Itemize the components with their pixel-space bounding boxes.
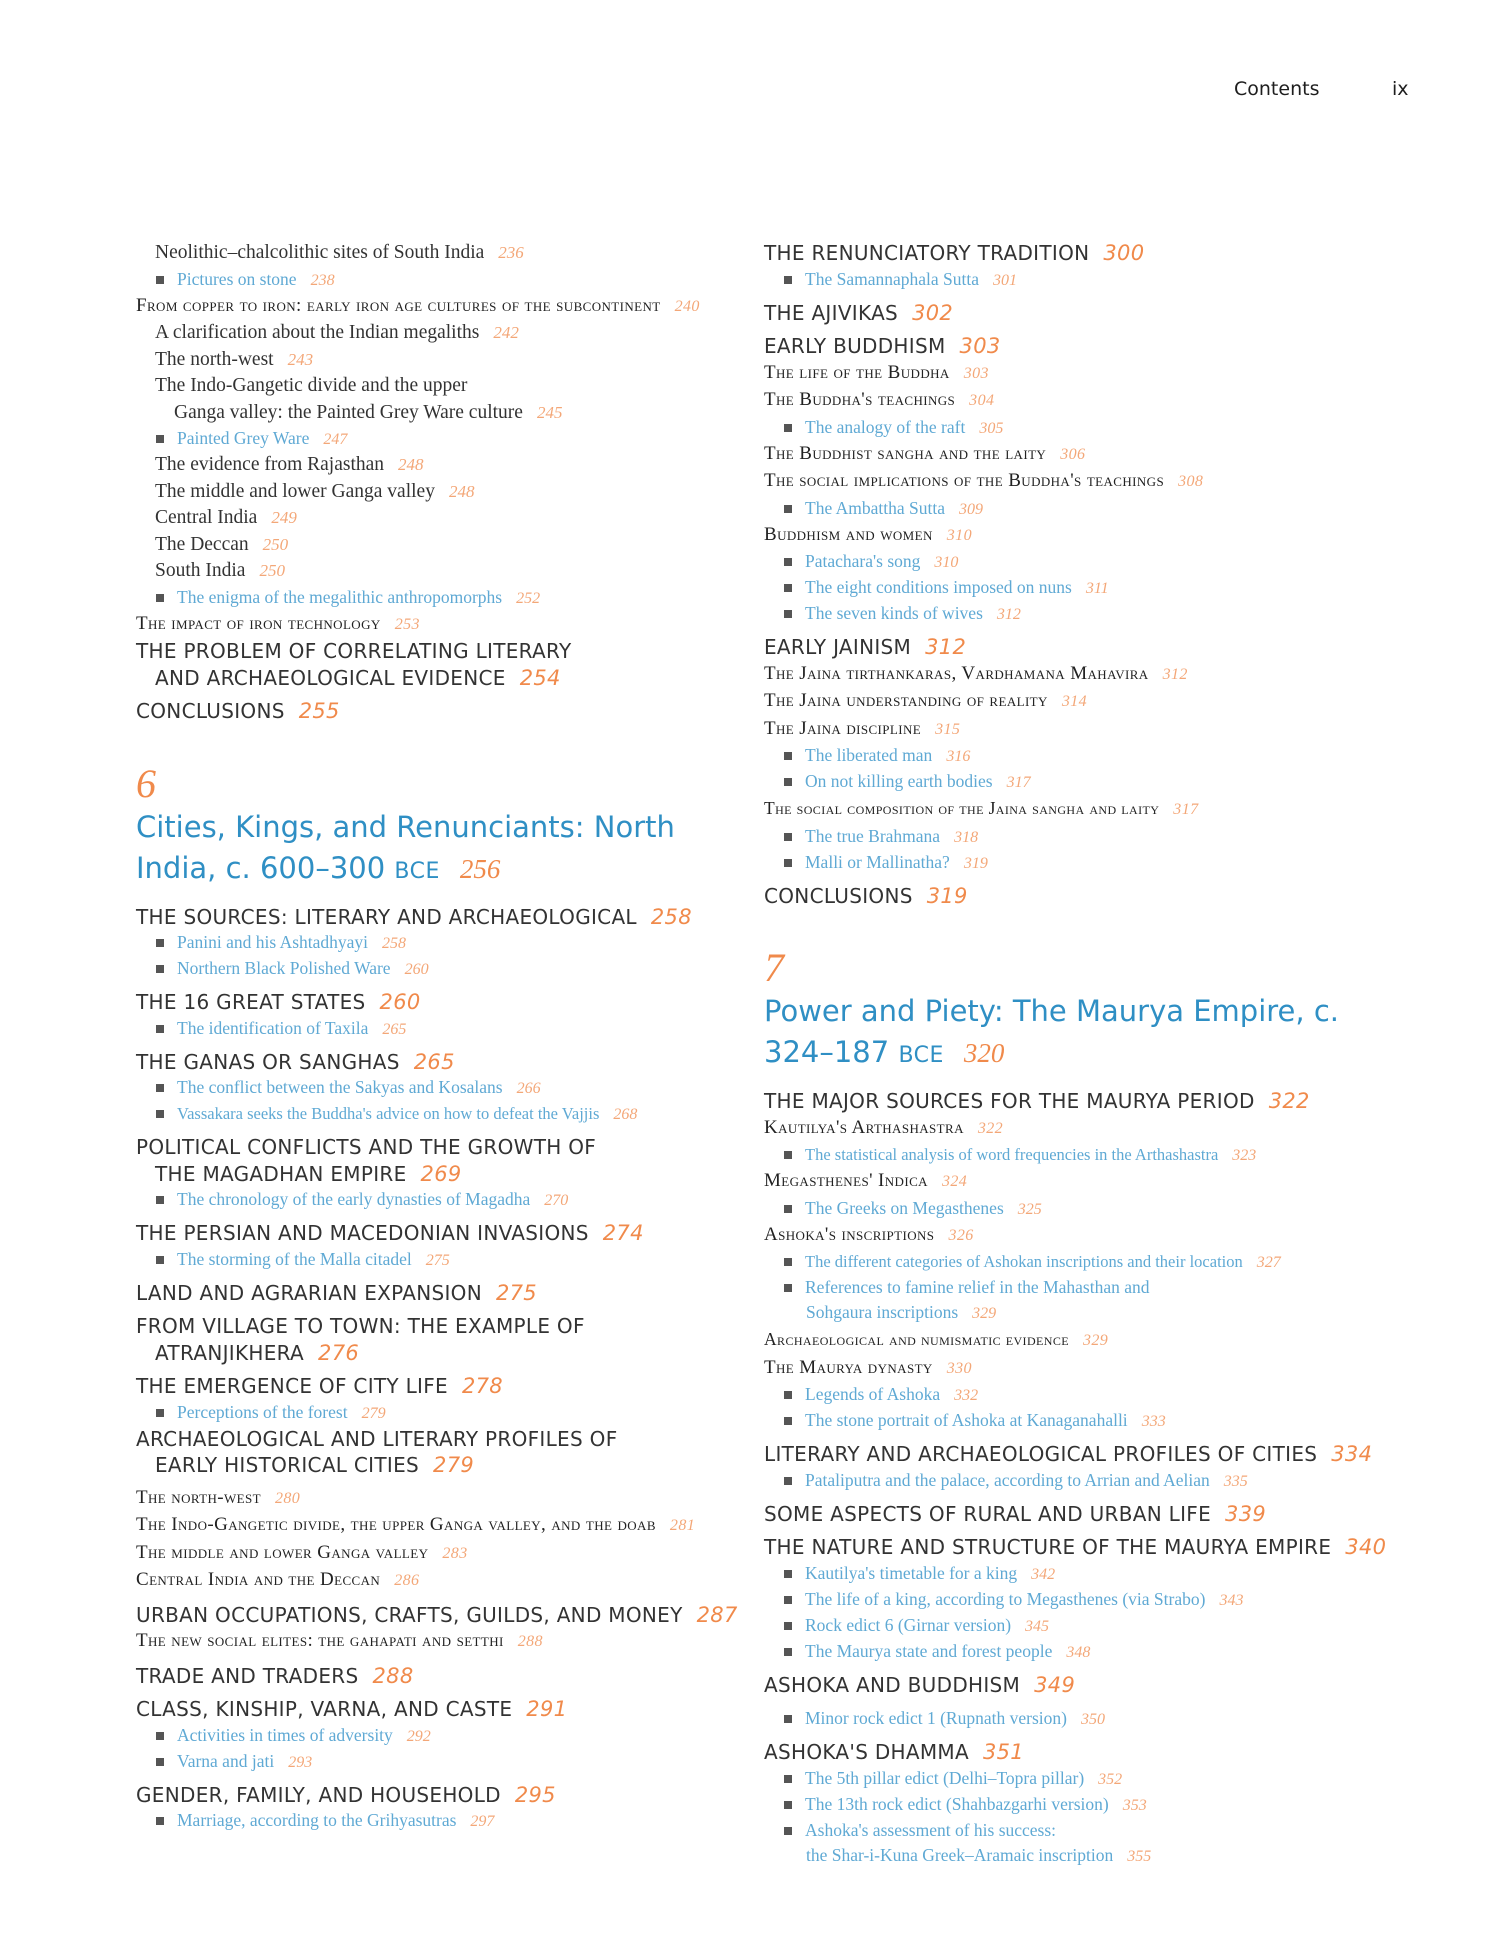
toc-box-entry[interactable]: Perceptions of the forest 279: [136, 1400, 766, 1426]
toc-major-heading[interactable]: CONCLUSIONS 319: [764, 883, 968, 908]
bullet-square-icon: [156, 1196, 164, 1204]
toc-major-heading[interactable]: LAND AND AGRARIAN EXPANSION 275: [136, 1280, 537, 1305]
toc-major-heading[interactable]: CLASS, KINSHIP, VARNA, AND CASTE 291: [136, 1697, 568, 1721]
toc-major-heading[interactable]: THE PROBLEM OF CORRELATING LITERARY: [136, 639, 572, 663]
toc-major-heading[interactable]: URBAN OCCUPATIONS, CRAFTS, GUILDS, AND MONEY 287: [136, 1602, 738, 1627]
toc-box-entry[interactable]: Northern Black Polished Ware 260: [136, 956, 766, 982]
bullet-square-icon: [156, 1110, 164, 1118]
toc-section-entry[interactable]: Kautilya's Arthashastra 322: [764, 1116, 1004, 1138]
toc-major-heading[interactable]: GENDER, FAMILY, AND HOUSEHOLD 295: [136, 1782, 556, 1807]
bullet-square-icon: [784, 1570, 792, 1578]
toc-section-entry[interactable]: Ashoka's inscriptions 326: [764, 1223, 974, 1245]
bullet-square-icon: [156, 1256, 164, 1264]
toc-section-entry[interactable]: The new social elites: the gahapati and setthi 288: [136, 1630, 543, 1651]
toc-section-entry[interactable]: The Jaina discipline 315: [764, 717, 961, 739]
toc-box-entry[interactable]: The eight conditions imposed on nuns 311: [764, 575, 1404, 601]
toc-section-entry[interactable]: From copper to iron: early iron age cultures of the subcontinent 240: [136, 294, 700, 316]
bullet-square-icon: [784, 424, 792, 432]
toc-section-entry[interactable]: Buddhism and women 310: [764, 523, 972, 545]
toc-box-entry[interactable]: Malli or Mallinatha? 319: [764, 850, 1404, 876]
toc-box-entry[interactable]: Activities in times of adversity 292: [136, 1723, 766, 1749]
contents-column-right: [764, 240, 1404, 1869]
bullet-square-icon: [784, 1775, 792, 1783]
bullet-square-icon: [784, 1151, 792, 1159]
toc-entry[interactable]: The middle and lower Ganga valley 248: [155, 480, 475, 502]
toc-box-entry[interactable]: Pictures on stone 238: [136, 267, 766, 293]
toc-box-entry[interactable]: Kautilya's timetable for a king 342: [764, 1561, 1404, 1587]
toc-major-heading[interactable]: THE NATURE AND STRUCTURE OF THE MAURYA EMPIRE 340: [764, 1535, 1387, 1559]
toc-section-entry[interactable]: Central India and the Deccan 286: [136, 1569, 420, 1590]
toc-box-entry[interactable]: Minor rock edict 1 (Rupnath version) 350: [764, 1706, 1404, 1732]
toc-box-entry[interactable]: The stone portrait of Ashoka at Kanaganahalli 333: [764, 1408, 1404, 1434]
bullet-square-icon: [784, 505, 792, 513]
toc-major-heading[interactable]: THE GANAS OR SANGHAS 265: [136, 1049, 455, 1074]
bullet-square-icon: [784, 1205, 792, 1213]
bullet-square-icon: [784, 276, 792, 284]
toc-major-heading[interactable]: LITERARY AND ARCHAEOLOGICAL PROFILES OF CITIES 334: [764, 1442, 1373, 1466]
toc-entry[interactable]: The Indo-Gangetic divide and the upper: [155, 375, 468, 396]
toc-major-heading[interactable]: THE PERSIAN AND MACEDONIAN INVASIONS 274: [136, 1221, 644, 1245]
toc-section-entry[interactable]: The Maurya dynasty 330: [764, 1356, 972, 1378]
toc-major-heading[interactable]: THE MAJOR SOURCES FOR THE MAURYA PERIOD 322: [764, 1089, 1310, 1113]
toc-entry[interactable]: The Deccan 250: [155, 533, 289, 555]
toc-box-entry[interactable]: The Maurya state and forest people 348: [764, 1639, 1404, 1665]
toc-box-entry[interactable]: The Greeks on Megasthenes 325: [764, 1196, 1404, 1222]
bullet-square-icon: [784, 1477, 792, 1485]
page-number: ix: [1392, 78, 1409, 100]
toc-entry[interactable]: A clarification about the Indian megaliths 242: [155, 322, 519, 343]
bullet-square-icon: [784, 1596, 792, 1604]
bullet-square-icon: [156, 1025, 164, 1033]
toc-entry[interactable]: Central India 249: [155, 507, 297, 528]
toc-box-entry[interactable]: Rock edict 6 (Girnar version) 345: [764, 1613, 1404, 1639]
toc-section-entry[interactable]: Megasthenes' Indica 324: [764, 1170, 968, 1191]
toc-box-entry[interactable]: Painted Grey Ware 247: [136, 426, 766, 452]
toc-section-entry[interactable]: The Indo-Gangetic divide, the upper Ganga valley, and the doab 281: [136, 1514, 696, 1535]
toc-box-entry[interactable]: On not killing earth bodies 317: [764, 769, 1404, 795]
bullet-square-icon: [784, 610, 792, 618]
bullet-square-icon: [156, 1732, 164, 1740]
toc-box-entry[interactable]: The analogy of the raft 305: [764, 415, 1404, 441]
toc-major-heading[interactable]: THE EMERGENCE OF CITY LIFE 278: [136, 1374, 503, 1398]
running-header-title: Contents: [1234, 78, 1320, 100]
toc-box-entry[interactable]: The 5th pillar edict (Delhi–Topra pillar) 352: [764, 1766, 1404, 1792]
toc-box-entry[interactable]: The Ambattha Sutta 309: [764, 496, 1404, 522]
toc-box-entry[interactable]: The life of a king, according to Megasthenes (via Strabo) 343: [764, 1587, 1404, 1613]
bullet-square-icon: [784, 1648, 792, 1656]
toc-section-entry[interactable]: The Buddhist sangha and the laity 306: [764, 442, 1086, 464]
toc-box-entry[interactable]: The seven kinds of wives 312: [764, 601, 1404, 627]
toc-box-entry[interactable]: Vassakara seeks the Buddha's advice on how to defeat the Vajjis 268: [136, 1101, 766, 1127]
toc-box-entry[interactable]: The identification of Taxila 265: [136, 1016, 766, 1042]
contents-column-left: [136, 240, 766, 1834]
toc-major-heading[interactable]: THE 16 GREAT STATES 260: [136, 990, 421, 1014]
toc-major-heading[interactable]: EARLY BUDDHISM 303: [764, 334, 1001, 358]
toc-box-entry[interactable]: The 13th rock edict (Shahbazgarhi version) 353: [764, 1792, 1404, 1818]
toc-major-heading[interactable]: EARLY JAINISM 312: [764, 635, 967, 659]
toc-major-heading[interactable]: CONCLUSIONS 255: [136, 699, 340, 723]
chapter-title[interactable]: Cities, Kings, and Renunciants: North India, c. 600–300 BCE 256: [136, 809, 675, 885]
bullet-square-icon: [784, 1622, 792, 1630]
toc-box-entry[interactable]: The storming of the Malla citadel 275: [136, 1247, 766, 1273]
toc-major-heading-continued[interactable]: THE MAGADHAN EMPIRE 269: [155, 1161, 462, 1186]
bullet-square-icon: [156, 1817, 164, 1825]
toc-box-entry[interactable]: The enigma of the megalithic anthropomorphs 252: [136, 585, 766, 611]
toc-entry[interactable]: The evidence from Rajasthan 248: [155, 454, 424, 475]
bullet-square-icon: [784, 859, 792, 867]
bullet-square-icon: [156, 594, 164, 602]
chapter-number: 6: [136, 760, 156, 806]
toc-box-entry[interactable]: The true Brahmana 318: [764, 824, 1404, 850]
toc-box-entry[interactable]: The Samannaphala Sutta 301: [764, 267, 1404, 293]
bullet-square-icon: [784, 1801, 792, 1809]
bullet-square-icon: [784, 1391, 792, 1399]
running-header: [0, 78, 1500, 106]
toc-major-heading[interactable]: THE SOURCES: LITERARY AND ARCHAEOLOGICAL 258: [136, 904, 692, 929]
bullet-square-icon: [784, 1827, 792, 1835]
bullet-square-icon: [156, 965, 164, 973]
toc-entry[interactable]: South India 250: [155, 560, 285, 581]
toc-box-entry-continued[interactable]: Sohgaura inscriptions 329: [806, 1302, 997, 1322]
toc-box-entry[interactable]: The different categories of Ashokan inscriptions and their location 327: [764, 1249, 1404, 1275]
toc-major-heading[interactable]: POLITICAL CONFLICTS AND THE GROWTH OF: [136, 1135, 597, 1159]
toc-box-entry[interactable]: Pataliputra and the palace, according to Arrian and Aelian 335: [764, 1468, 1404, 1494]
toc-box-entry[interactable]: The liberated man 316: [764, 743, 1404, 769]
toc-box-entry[interactable]: Varna and jati 293: [136, 1749, 766, 1775]
toc-section-entry[interactable]: The impact of iron technology 253: [136, 612, 420, 634]
toc-box-entry[interactable]: Legends of Ashoka 332: [764, 1382, 1404, 1408]
bullet-square-icon: [156, 1758, 164, 1766]
bullet-square-icon: [156, 1409, 164, 1417]
chapter-title[interactable]: Power and Piety: The Maurya Empire, c. 324–187 BCE 320: [764, 994, 1340, 1069]
bullet-square-icon: [156, 939, 164, 947]
bullet-square-icon: [784, 584, 792, 592]
toc-section-entry[interactable]: Archaeological and numismatic evidence 329: [764, 1329, 1109, 1349]
bullet-square-icon: [784, 778, 792, 786]
toc-major-heading[interactable]: ARCHAEOLOGICAL AND LITERARY PROFILES OF: [136, 1426, 618, 1451]
toc-section-entry[interactable]: The life of the Buddha 303: [764, 361, 989, 383]
bullet-square-icon: [784, 752, 792, 760]
bullet-square-icon: [156, 276, 164, 284]
toc-section-entry[interactable]: The middle and lower Ganga valley 283: [136, 1541, 468, 1563]
toc-box-entry[interactable]: References to famine relief in the Mahasthan and: [764, 1275, 1404, 1300]
toc-section-entry[interactable]: The Buddha's teachings 304: [764, 389, 995, 410]
toc-box-entry[interactable]: The conflict between the Sakyas and Kosalans 266: [136, 1075, 766, 1101]
toc-section-entry[interactable]: The Jaina understanding of reality 314: [764, 690, 1088, 711]
toc-section-entry[interactable]: The north-west 280: [136, 1486, 301, 1508]
toc-major-heading-continued[interactable]: AND ARCHAEOLOGICAL EVIDENCE 254: [155, 665, 561, 690]
toc-entry[interactable]: The north-west 243: [155, 348, 314, 370]
toc-major-heading[interactable]: TRADE AND TRADERS 288: [136, 1663, 414, 1688]
toc-box-entry[interactable]: Patachara's song 310: [764, 549, 1404, 575]
toc-box-entry[interactable]: Ashoka's assessment of his success:: [764, 1818, 1404, 1843]
toc-entry-continued[interactable]: Ganga valley: the Painted Grey Ware culture 245: [174, 401, 563, 423]
bullet-square-icon: [784, 1258, 792, 1266]
toc-section-entry[interactable]: The Jaina tirthankaras, Vardhamana Mahavira 312: [764, 662, 1188, 684]
bullet-square-icon: [156, 1084, 164, 1092]
bullet-square-icon: [784, 1417, 792, 1425]
toc-major-heading[interactable]: ASHOKA AND BUDDHISM 349: [764, 1672, 1076, 1697]
toc-section-entry[interactable]: The social composition of the Jaina sangha and laity 317: [764, 798, 1199, 818]
toc-major-heading[interactable]: FROM VILLAGE TO TOWN: THE EXAMPLE OF: [136, 1314, 585, 1338]
bullet-square-icon: [784, 1715, 792, 1723]
toc-box-entry[interactable]: The chronology of the early dynasties of Magadha 270: [136, 1187, 766, 1213]
toc-box-entry[interactable]: Panini and his Ashtadhyayi 258: [136, 930, 766, 956]
bullet-square-icon: [784, 558, 792, 566]
toc-box-entry[interactable]: The statistical analysis of word frequencies in the Arthashastra 323: [764, 1142, 1404, 1168]
bullet-square-icon: [784, 833, 792, 841]
toc-major-heading-continued[interactable]: EARLY HISTORICAL CITIES 279: [155, 1453, 475, 1477]
bullet-square-icon: [156, 435, 164, 443]
toc-box-entry-continued[interactable]: the Shar-i-Kuna Greek–Aramaic inscription 355: [806, 1844, 1152, 1865]
toc-major-heading[interactable]: THE AJIVIKAS 302: [764, 300, 954, 325]
toc-major-heading[interactable]: ASHOKA'S DHAMMA 351: [764, 1740, 1024, 1764]
toc-section-entry[interactable]: The social implications of the Buddha's teachings 308: [764, 470, 1204, 491]
bullet-square-icon: [784, 1284, 792, 1292]
toc-box-entry[interactable]: Marriage, according to the Grihyasutras 297: [136, 1808, 766, 1834]
toc-major-heading[interactable]: THE RENUNCIATORY TRADITION 300: [764, 241, 1145, 265]
toc-major-heading[interactable]: SOME ASPECTS OF RURAL AND URBAN LIFE 339: [764, 1501, 1267, 1526]
toc-major-heading-continued[interactable]: ATRANJIKHERA 276: [155, 1340, 360, 1365]
chapter-number: 7: [764, 945, 784, 990]
toc-entry[interactable]: Neolithic–chalcolithic sites of South India 236: [155, 242, 524, 263]
